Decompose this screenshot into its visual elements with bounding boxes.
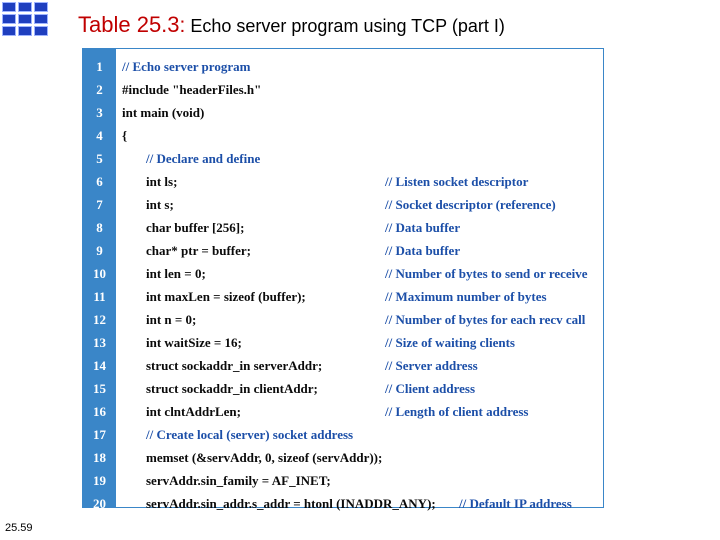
line-number: 17 <box>93 427 106 442</box>
code-text: { <box>122 128 128 143</box>
line-number: 1 <box>96 59 103 74</box>
inline-comment: // Maximum number of bytes <box>385 289 547 304</box>
code-text: int n = 0; <box>146 312 197 327</box>
line-number: 9 <box>96 243 103 258</box>
inline-comment: // Data buffer <box>385 243 461 258</box>
code-text: int maxLen = sizeof (buffer); <box>146 289 306 304</box>
inline-comment: // Number of bytes for each recv call <box>385 312 586 327</box>
code-text: int waitSize = 16; <box>146 335 242 350</box>
line-number: 7 <box>96 197 103 212</box>
line-number: 3 <box>96 105 103 120</box>
line-number: 14 <box>93 358 106 373</box>
line-number: 5 <box>96 151 103 166</box>
code-text: char* ptr = buffer; <box>146 243 252 258</box>
line-number: 20 <box>93 496 106 511</box>
code-text: #include "headerFiles.h" <box>122 82 262 97</box>
code-comment: // Declare and define <box>146 151 261 166</box>
code-line <box>83 262 603 285</box>
code-text: struct sockaddr_in serverAddr; <box>146 358 323 373</box>
code-text: char buffer [256]; <box>146 220 245 235</box>
title-separator: : <box>179 14 186 37</box>
code-line <box>83 285 603 308</box>
code-text: int clntAddrLen; <box>146 404 241 419</box>
inline-comment: // Listen socket descriptor <box>385 174 529 189</box>
code-line <box>83 216 603 239</box>
inline-comment: // Number of bytes to send or receive <box>385 266 588 281</box>
line-number: 12 <box>93 312 106 327</box>
table-number: Table 25.3 <box>78 12 180 37</box>
inline-comment: // Data buffer <box>385 220 461 235</box>
code-text: int s; <box>146 197 174 212</box>
code-text: int main (void) <box>122 105 205 120</box>
code-text: int len = 0; <box>146 266 206 281</box>
code-line <box>83 377 603 400</box>
inline-comment: // Server address <box>385 358 478 373</box>
line-number: 6 <box>96 174 103 189</box>
inline-comment: // Size of waiting clients <box>385 335 515 350</box>
code-line <box>83 239 603 262</box>
code-text: servAddr.sin_family = AF_INET; <box>146 473 331 488</box>
line-number: 2 <box>96 82 103 97</box>
code-text: int ls; <box>146 174 178 189</box>
line-number: 8 <box>96 220 103 235</box>
code-line <box>83 400 603 423</box>
code-line <box>83 308 603 331</box>
code-comment: // Create local (server) socket address <box>146 427 354 442</box>
code-line <box>83 170 603 193</box>
code-line <box>83 147 603 170</box>
page-number: 25.59 <box>5 522 33 534</box>
code-line <box>83 101 603 124</box>
code-line <box>83 55 603 78</box>
code-line <box>83 354 603 377</box>
code-line <box>83 193 603 216</box>
table-caption: Echo server program using TCP (part I) <box>185 16 505 36</box>
code-line <box>83 423 603 446</box>
line-number: 4 <box>96 128 103 143</box>
line-number: 11 <box>93 289 106 304</box>
line-number: 15 <box>93 381 106 396</box>
code-line <box>83 78 603 101</box>
inline-comment: // Default IP address <box>459 496 572 511</box>
inline-comment: // Socket descriptor (reference) <box>385 197 556 212</box>
code-listing <box>82 48 604 511</box>
line-number: 18 <box>93 450 106 465</box>
code-comment: // Echo server program <box>122 59 251 74</box>
inline-comment: // Length of client address <box>385 404 529 419</box>
code-text: servAddr.sin_addr.s_addr = htonl (INADDR_ANY); <box>146 496 436 511</box>
code-line <box>83 446 603 469</box>
line-number: 13 <box>93 335 106 350</box>
line-number: 19 <box>93 473 106 488</box>
code-line <box>83 331 603 354</box>
code-line <box>83 124 603 147</box>
slide-title <box>78 12 505 38</box>
line-number: 16 <box>93 404 106 419</box>
slide-logo <box>0 0 54 43</box>
inline-comment: // Client address <box>385 381 476 396</box>
code-text: struct sockaddr_in clientAddr; <box>146 381 318 396</box>
code-line <box>83 492 603 515</box>
line-number: 10 <box>93 266 106 281</box>
code-line <box>83 469 603 492</box>
code-text: memset (&servAddr, 0, sizeof (servAddr)); <box>146 450 383 465</box>
